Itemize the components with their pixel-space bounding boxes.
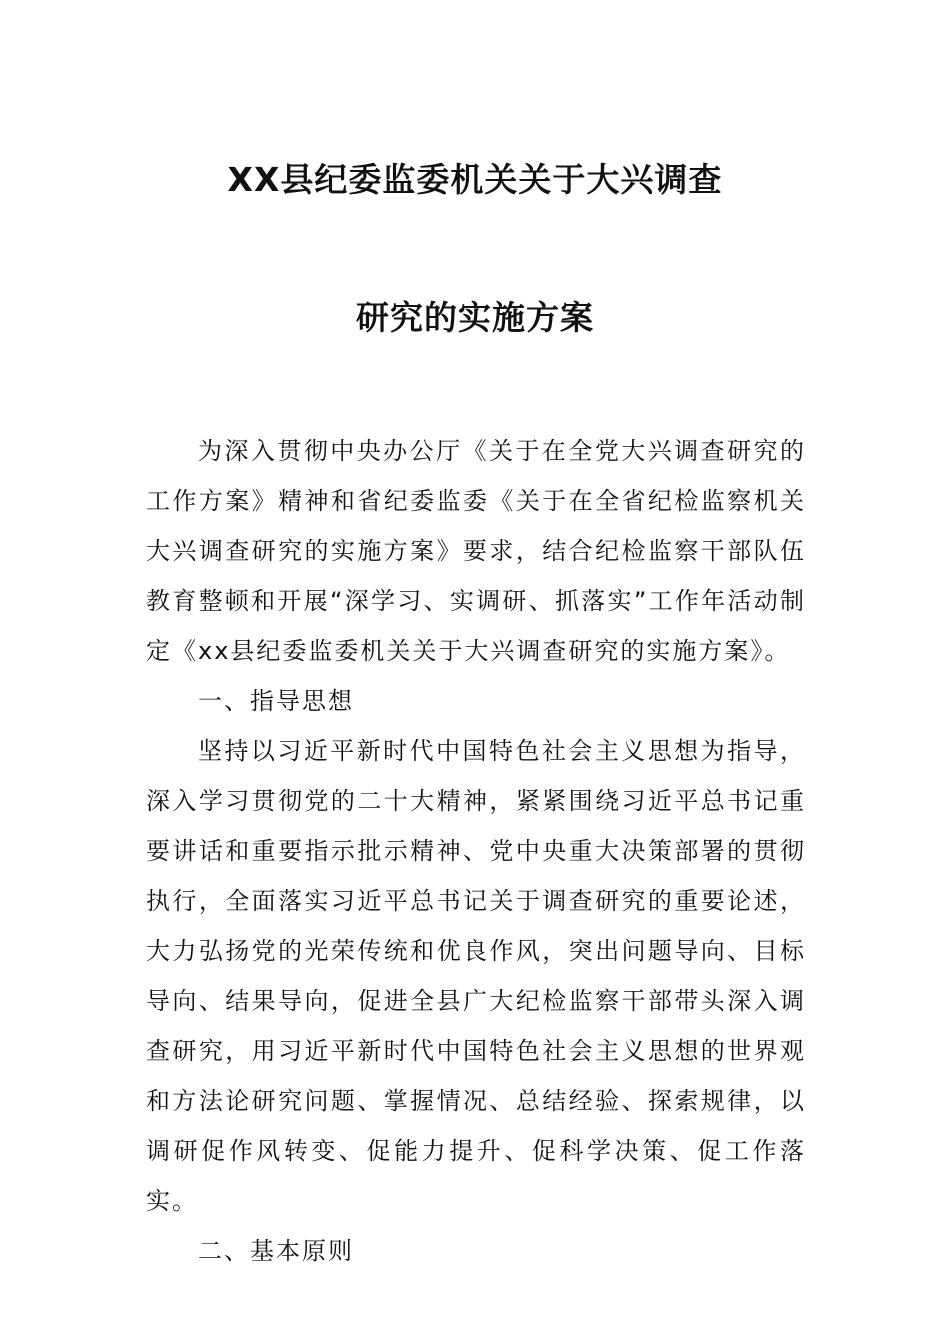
section-heading-basic-principles: 二、基本原则	[198, 1237, 354, 1265]
intro-paragraph: 为深入贯彻中央办公厅《关于在全党大兴调查研究的工作方案》精神和省纪委监委《关于在全省纪检监察机关大兴调查研究的实施方案》要求，结合纪检监察干部队伍教育整顿和开展“深学习、实调研、抓落实”工作年活动制定《xx县纪委监委机关关于大兴调查研究的实施方案》。	[146, 437, 806, 665]
document-body	[146, 426, 806, 1276]
section-heading-guiding-thought: 一、指导思想	[198, 687, 354, 715]
document-title-line-1: XX县纪委监委机关关于大兴调查	[227, 160, 723, 199]
guiding-thought-paragraph: 坚持以习近平新时代中国特色社会主义思想为指导，深入学习贯彻党的二十大精神，紧紧围绕习近平总书记重要讲话和重要指示批示精神、党中央重大决策部署的贯彻执行，全面落实习近平总书记关于调查研究的重要论述，大力弘扬党的光荣传统和优良作风，突出问题导向、目标导向、结果导向，促进全县广大纪检监察干部带头深入调查研究，用习近平新时代中国特色社会主义思想的世界观和方法论研究问题、掌握情况、总结经验、探索规律，以调研促作风转变、促能力提升、促科学决策、促工作落实。	[146, 737, 806, 1215]
document-title-line-2: 研究的实施方案	[356, 298, 594, 337]
